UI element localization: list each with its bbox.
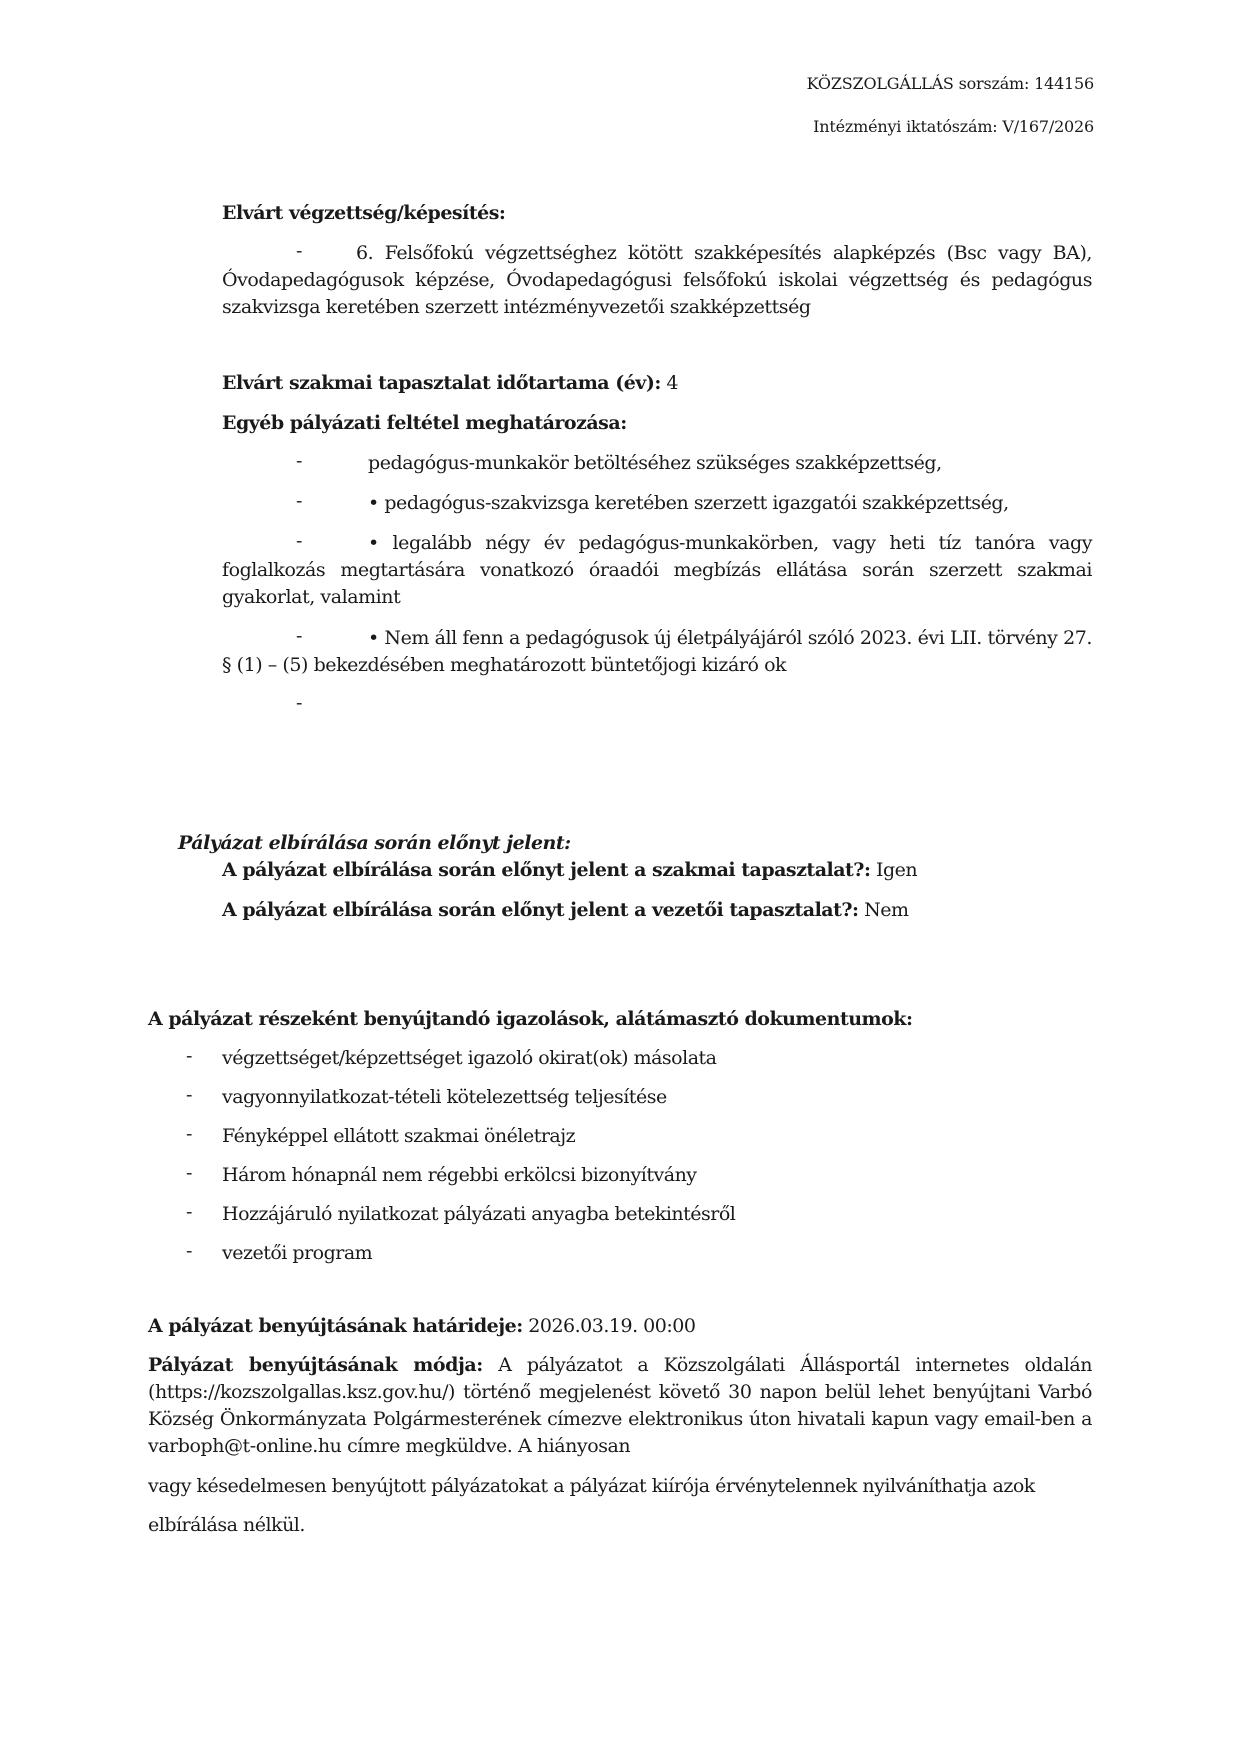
deadline-label: A pályázat benyújtásának határideje: (148, 1315, 523, 1337)
experience-label: Elvárt szakmai tapasztalat időtartama (év): (222, 372, 661, 394)
other-conditions-heading: Egyéb pályázati feltétel meghatározása: (222, 412, 627, 434)
submission-label: Pályázat benyújtásának módja: (148, 1354, 483, 1376)
condition-bullet: - (296, 490, 303, 512)
condition-bullet-empty: - (296, 692, 303, 714)
advantage-value: Igen (876, 859, 918, 881)
submission-continuation-2: elbírálása nélkül. (148, 1514, 305, 1536)
condition-item-lead: • legalább négy év pedagógus-munkakörben, vagy heti tíz tanóra vagy (368, 532, 1092, 554)
document-bullet: - (186, 1123, 193, 1145)
condition-item-1 (222, 450, 1092, 477)
document-bullet: - (186, 1045, 193, 1067)
deadline-line (148, 1313, 695, 1340)
advantage-label: A pályázat elbírálása során előnyt jelent a vezetői tapasztalat?: (222, 899, 859, 921)
registry-number-value: V/167/2026 (1002, 117, 1094, 136)
condition-item-rest: foglalkozás megtartására vonatkozó óraadói megbízás ellátása során szerzett szakmai gyakorlat, valamint (222, 559, 1092, 608)
document-bullet: - (186, 1201, 193, 1223)
advantages-heading: Pályázat elbírálása során előnyt jelent: (178, 832, 571, 854)
experience-line (222, 370, 678, 397)
qualification-bullet: - (296, 240, 303, 262)
qualification-heading: Elvárt végzettség/képesítés: (222, 202, 506, 224)
condition-item-4 (222, 625, 1092, 679)
condition-bullet: - (296, 530, 303, 552)
condition-item-lead: • Nem áll fenn a pedagógusok új életpályájáról szóló 2023. évi LII. törvény (368, 627, 1058, 649)
serial-number-label: KÖZSZOLGÁLLÁS sorszám: (806, 74, 1030, 93)
qualification-item (222, 240, 1092, 321)
document-item: végzettséget/képzettséget igazoló okirat(ok) másolata (222, 1047, 717, 1069)
document-item: Fényképpel ellátott szakmai önéletrajz (222, 1125, 576, 1147)
document-bullet: - (186, 1084, 193, 1106)
deadline-value: 2026.03.19. 00:00 (528, 1315, 696, 1337)
condition-item-lead: pedagógus-munkakör betöltéséhez szükséges szakképzettség, (368, 452, 942, 474)
qualification-item-rest: Óvodapedagógusok képzése, Óvodapedagógusi felsőfokú iskolai végzettség és pedagógus szakvizsga keretében szerzett intézményvezetői szakképzettség (222, 269, 1092, 318)
document-item: vezetői program (222, 1242, 373, 1264)
document-bullet: - (186, 1240, 193, 1262)
serial-number-value: 144156 (1034, 74, 1094, 93)
document-item: vagyonnyilatkozat-tételi kötelezettség teljesítése (222, 1086, 667, 1108)
condition-item-lead: • pedagógus-szakvizsga keretében szerzett igazgatói szakképzettség, (368, 492, 1009, 514)
submission-continuation-1: vagy késedelmesen benyújtott pályázatokat a pályázat kiírója érvénytelennek nyilváníthatja azok (148, 1475, 1035, 1497)
documents-heading: A pályázat részeként benyújtandó igazolások, alátámasztó dokumentumok: (148, 1008, 913, 1030)
condition-item-2 (222, 490, 1092, 517)
advantage-item-2 (222, 897, 908, 924)
advantage-label: A pályázat elbírálása során előnyt jelent a szakmai tapasztalat?: (222, 859, 871, 881)
serial-number-line (807, 74, 1094, 93)
document-item: Három hónapnál nem régebbi erkölcsi bizonyítvány (222, 1164, 697, 1186)
registry-number-label: Intézményi iktatószám: (813, 117, 998, 136)
condition-bullet: - (296, 625, 303, 647)
advantage-item-1 (222, 857, 917, 884)
submission-paragraph (148, 1352, 1092, 1460)
document-item: Hozzájáruló nyilatkozat pályázati anyagba betekintésről (222, 1203, 736, 1225)
experience-value: 4 (666, 372, 678, 394)
registry-number-line (813, 117, 1094, 136)
qualification-item-lead: 6. Felsőfokú végzettséghez kötött szakképesítés alapképzés (Bsc vagy BA), (356, 242, 1092, 264)
submission-text: A pályázatot a Közszolgálati Állásportál internetes oldalán (https://kozszolgallas.ksz.gov.hu/) történő megjelenést követő 30 napon belül lehet benyújtani Varbó Község Önkormányzata Polgármesterének címezve elektronikus úton hivatali kapun vagy email-ben a varboph@t-online.hu címre megküldve. A hiányosan (148, 1354, 1092, 1457)
condition-item-3 (222, 530, 1092, 611)
condition-item-rest: 27. § (1) – (5) bekezdésében meghatározott büntetőjogi kizáró ok (222, 627, 1092, 676)
document-bullet: - (186, 1162, 193, 1184)
condition-bullet: - (296, 450, 303, 472)
advantage-value: Nem (864, 899, 909, 921)
